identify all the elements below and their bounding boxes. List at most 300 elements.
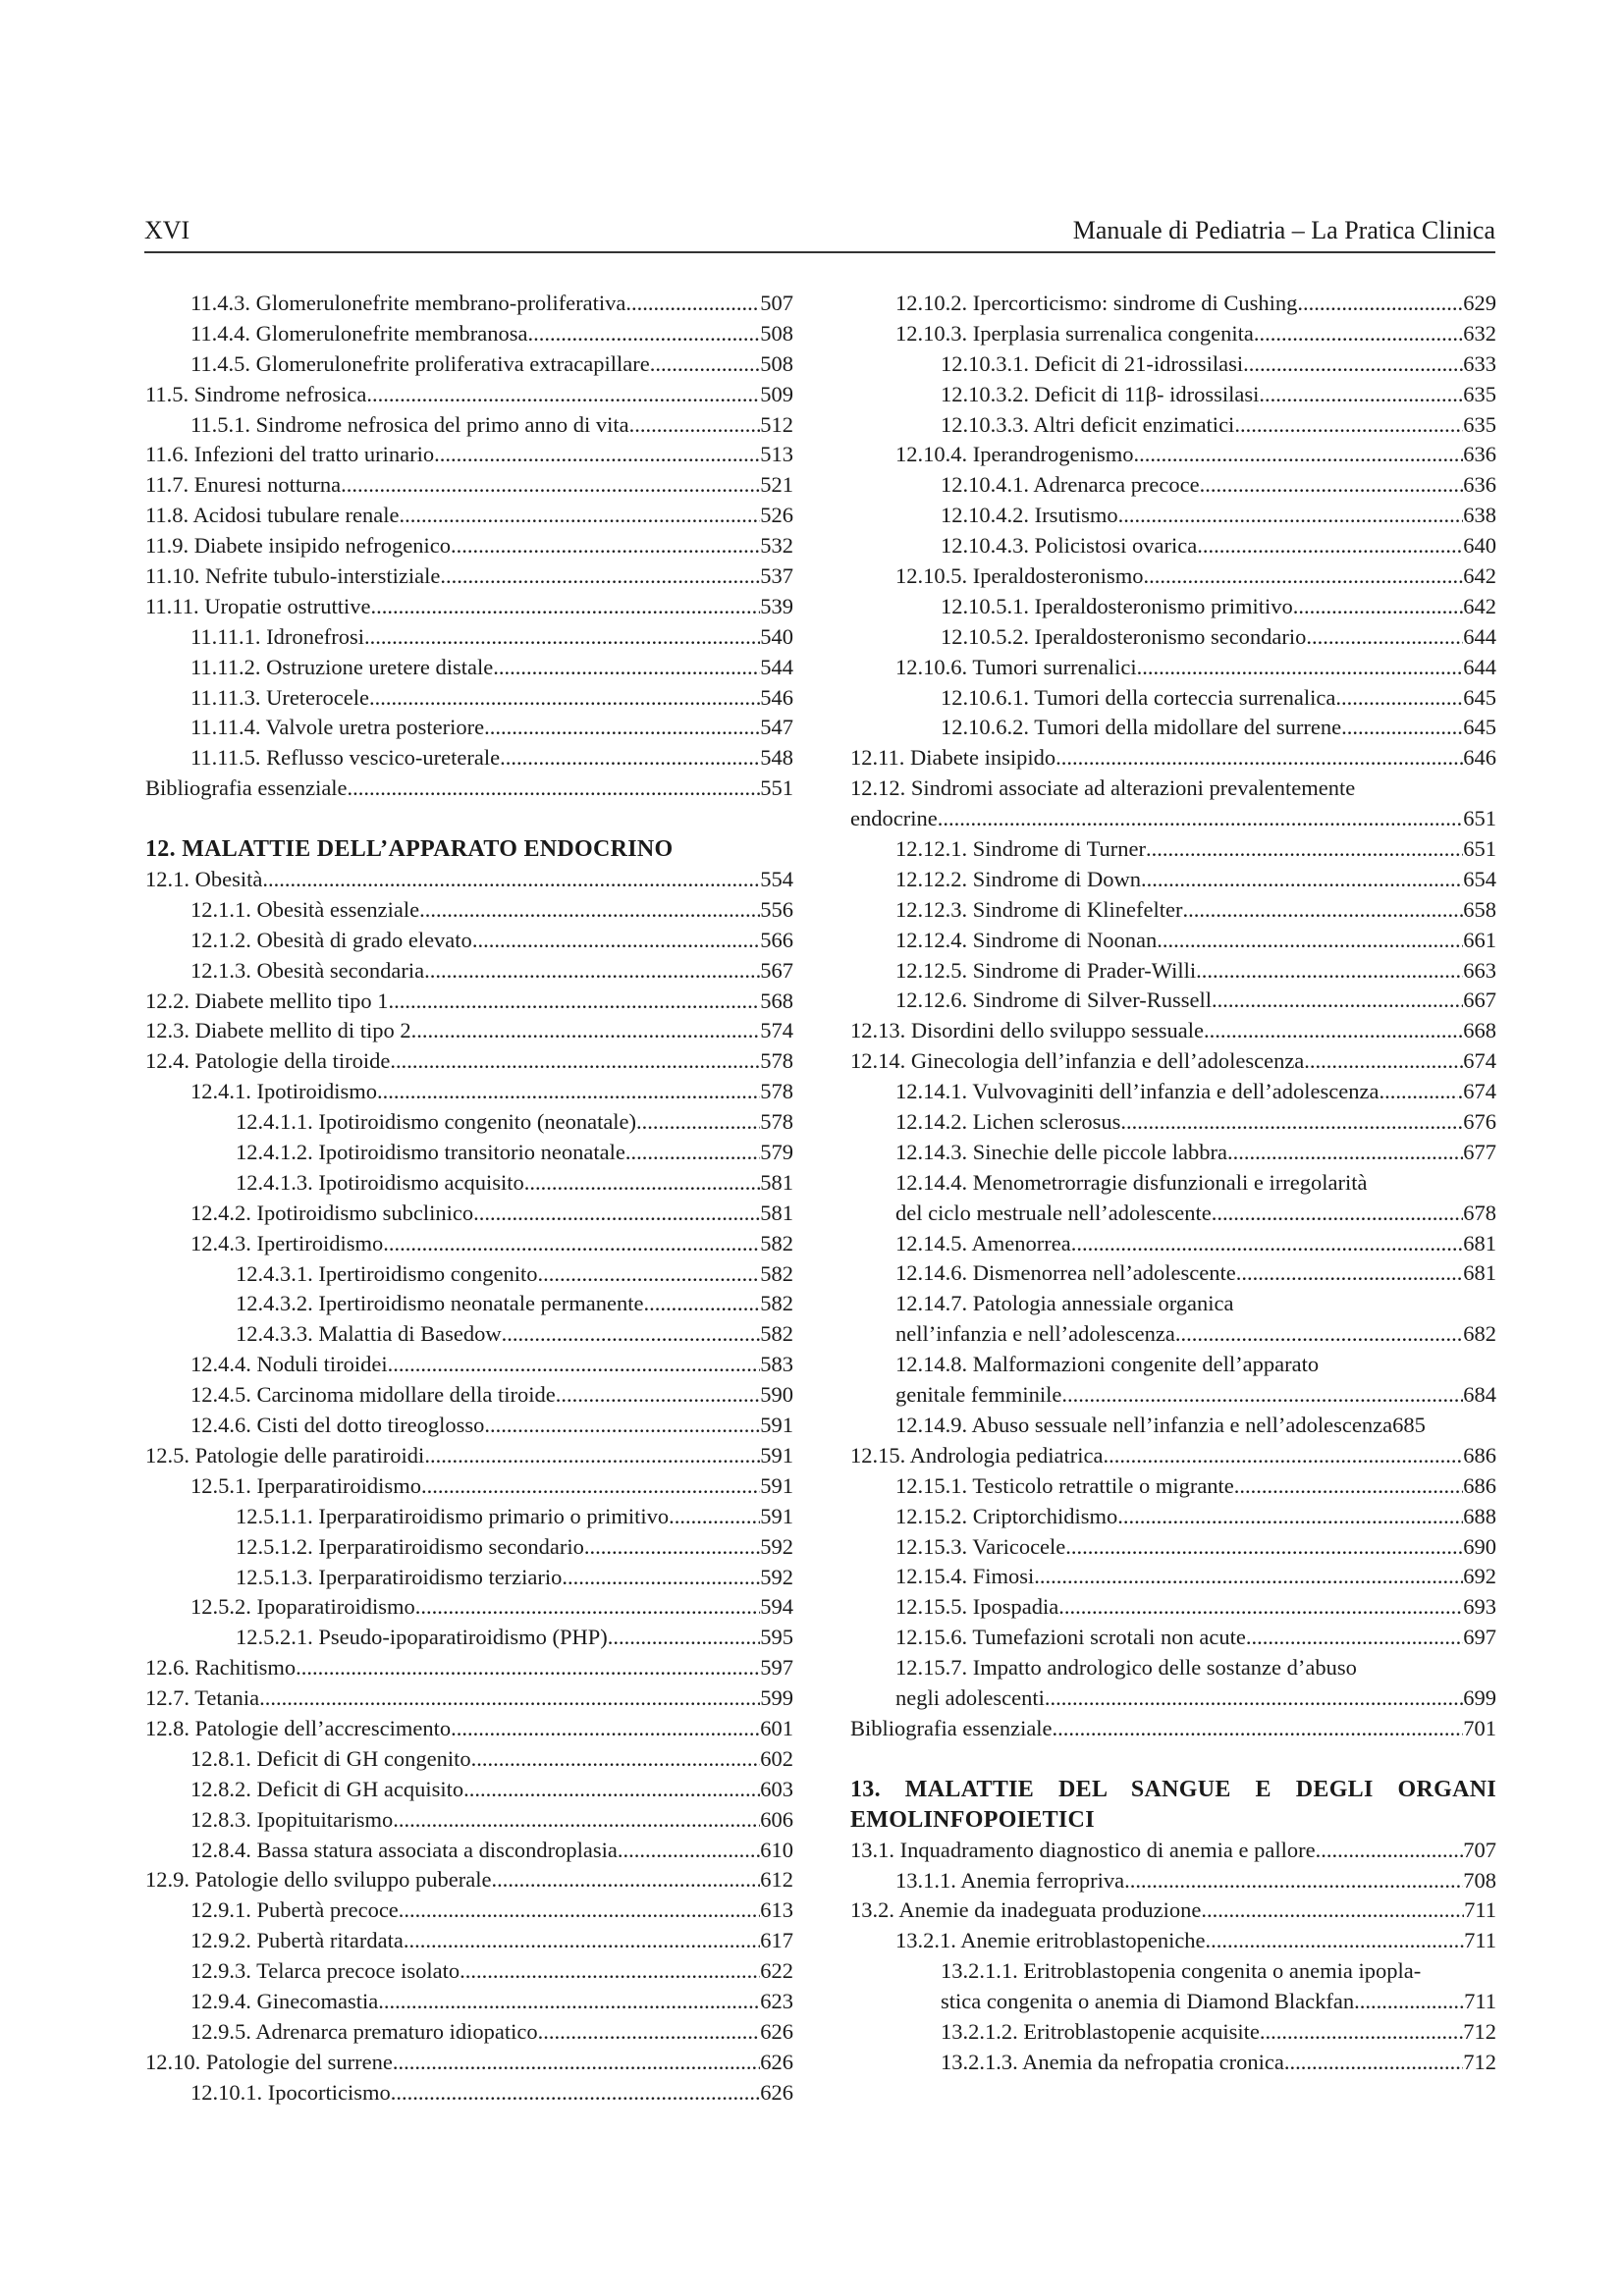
toc-entry-text: 12.5.2.1. Pseudo-ipoparatiroidismo (PHP): [236, 1625, 608, 1650]
toc-list: [850, 1441, 1496, 1653]
toc-entry: [145, 289, 793, 319]
toc-page-number: 678: [1463, 1200, 1496, 1225]
toc-page-number: 540: [760, 623, 793, 649]
toc-page-number: 567: [760, 957, 793, 983]
toc-page-number: 685: [1392, 1412, 1426, 1437]
toc-entry: [145, 1138, 793, 1168]
toc-page-number: 602: [760, 1745, 793, 1771]
toc-entry-text: 11.11. Uropatie ostruttive: [145, 593, 371, 618]
toc-entry-text: 12.12. Sindromi associate ad alterazioni prevalentemente: [850, 775, 1356, 801]
toc-entry: [145, 865, 793, 895]
toc-entry-text: 12.1. Obesità: [145, 867, 263, 892]
toc-entry-text: 11.5.1. Sindrome nefrosica del primo anno di vita: [190, 411, 629, 437]
toc-entry-text: 12.8. Patologie dell’accrescimento: [145, 1715, 452, 1740]
toc-page-number: 686: [1463, 1442, 1496, 1468]
toc-entry: [850, 622, 1496, 653]
toc-entry: [145, 1865, 793, 1896]
toc-page-number: 688: [1463, 1503, 1496, 1528]
toc-entry-text: 11.11.4. Valvole uretra posteriore: [190, 715, 485, 740]
toc-entry: [850, 1836, 1496, 1866]
toc-page-number: 513: [760, 442, 793, 467]
toc-page-number: 636: [1463, 472, 1496, 498]
toc-entry: [850, 804, 1496, 834]
toc-page-number: 578: [760, 1048, 793, 1074]
chapter-13-title-line: 13. MALATTIE DEL SANGUE E DEGLI ORGANI: [850, 1776, 1496, 1802]
toc-entry-text: 12.9.4. Ginecomastia: [190, 1988, 379, 2013]
toc-entry: [145, 1046, 793, 1077]
toc-entry-text: 12.5.2. Ipoparatiroidismo: [190, 1594, 415, 1620]
toc-entry: [850, 956, 1496, 987]
toc-entry-text: genitale femminile: [895, 1382, 1062, 1408]
toc-page-number: 583: [760, 1352, 793, 1377]
toc-entry-text: 12.15. Andrologia pediatrica: [850, 1442, 1104, 1468]
toc-entry: [850, 440, 1496, 470]
toc-entry: [850, 986, 1496, 1016]
toc-entry: [145, 349, 793, 380]
toc-page-number: 693: [1463, 1594, 1496, 1620]
toc-entry-text: Bibliografia essenziale: [850, 1715, 1053, 1740]
toc-page-number: 667: [1463, 988, 1496, 1013]
toc-entry: [850, 1471, 1496, 1502]
toc-entry: [850, 470, 1496, 501]
chapter-13-title: [850, 1775, 1496, 1836]
toc-entry-text: 12.13. Disordini dello sviluppo sessuale: [850, 1018, 1204, 1043]
toc-page-number: 640: [1463, 533, 1496, 559]
toc-page-number: 642: [1463, 593, 1496, 618]
toc-entry: [145, 1987, 793, 2017]
toc-entry: [145, 1653, 793, 1683]
toc-entry-text: 12.1.3. Obesità secondaria: [190, 957, 425, 983]
toc-page-number: 591: [760, 1472, 793, 1498]
right-column: [850, 289, 1496, 2078]
toc-page-number: 699: [1463, 1684, 1496, 1710]
toc-page-number: 626: [760, 2049, 793, 2074]
left-column: [145, 289, 793, 2109]
toc-entry-text: 12.6. Rachitismo: [145, 1655, 297, 1681]
toc-entry-text: 12.10.5.2. Iperaldosteronismo secondario: [941, 623, 1307, 649]
toc-entry: [850, 1319, 1496, 1350]
toc-page-number: 551: [760, 775, 793, 801]
toc-page-number: 578: [760, 1079, 793, 1104]
toc-entry: [145, 1168, 793, 1199]
toc-page-number: 603: [760, 1776, 793, 1801]
toc-page-number: 579: [760, 1140, 793, 1165]
toc-entry-text: 11.11.3. Ureterocele: [190, 684, 369, 710]
toc-entry: [850, 1926, 1496, 1956]
toc-entry-text: 12.14.3. Sinechie delle piccole labbra: [895, 1139, 1228, 1164]
toc-entry-text: 12.4. Patologie della tiroide: [145, 1048, 391, 1074]
toc-entry: [850, 1380, 1496, 1411]
toc-entry: [850, 1016, 1496, 1046]
toc-entry-text: 12.10.3.1. Deficit di 21-idrossilasi: [941, 350, 1244, 376]
toc-entry-text: 12.12.6. Sindrome di Silver-Russell: [895, 988, 1213, 1013]
toc-page-number: 661: [1463, 927, 1496, 952]
toc-page-number: 638: [1463, 503, 1496, 528]
toc-entry: [145, 592, 793, 622]
toc-entry: [145, 319, 793, 349]
toc-page-number: 610: [760, 1837, 793, 1862]
toc-page-number: 568: [760, 988, 793, 1013]
toc-entry: [850, 1987, 1496, 2017]
toc-entry: [145, 1350, 793, 1380]
toc-entry-text: 12.8.3. Ipopituitarismo: [190, 1806, 394, 1832]
toc-entry: [850, 1623, 1496, 1653]
toc-page-number: 597: [760, 1655, 793, 1681]
toc-entry-text: 12.9.2. Pubertà ritardata: [190, 1928, 404, 1953]
toc-entry-text: 13.2.1. Anemie eritroblastopeniche: [895, 1928, 1206, 1953]
toc-entry-text: 12.4.1.1. Ipotiroidismo congenito (neonatale): [236, 1109, 637, 1135]
toc-entry-text: 12.14.7. Patologia annessiale organica: [895, 1291, 1234, 1316]
toc-page-number: 507: [760, 290, 793, 315]
toc-entry-text: 12.15.4. Fimosi: [895, 1564, 1035, 1589]
toc-page-number: 590: [760, 1382, 793, 1408]
toc-entry-text: 12.10.3. Iperplasia surrenalica congenita: [895, 320, 1254, 346]
toc-entry: [850, 1896, 1496, 1926]
toc-entry: [850, 1532, 1496, 1563]
toc-entry: [145, 1563, 793, 1593]
toc-entry-text: 11.8. Acidosi tubulare renale: [145, 503, 400, 528]
toc-entry: [145, 1714, 793, 1744]
toc-entry: [850, 743, 1496, 774]
toc-entry-text: 12.15.5. Ipospadia: [895, 1594, 1059, 1620]
toc-entry-text: 12.10.5.1. Iperaldosteronismo primitivo: [941, 593, 1293, 618]
toc-page-number: 554: [760, 867, 793, 892]
toc-entry: [145, 1623, 793, 1653]
toc-entry: [145, 683, 793, 714]
toc-entry-text: 12.4.1.3. Ipotiroidismo acquisito: [236, 1169, 524, 1195]
toc-entry: [850, 713, 1496, 743]
toc-entry-text: 12.10.6.2. Tumori della midollare del surrene: [941, 715, 1342, 740]
toc-entry-text: 12.4.3.2. Ipertiroidismo neonatale permanente: [236, 1291, 644, 1316]
toc-page-number: 592: [760, 1564, 793, 1589]
toc-entry-text: 12.2. Diabete mellito tipo 1: [145, 988, 389, 1013]
toc-page-number: 712: [1463, 2049, 1496, 2074]
toc-page-number: 684: [1463, 1382, 1496, 1408]
toc-entry-text: 12.10.1. Ipocorticismo: [190, 2079, 391, 2105]
toc-page-number: 601: [760, 1715, 793, 1740]
toc-entry-text: 12.5.1. Iperparatiroidismo: [190, 1472, 421, 1498]
toc-entry: [145, 926, 793, 956]
toc-page-number: 690: [1463, 1533, 1496, 1559]
toc-entry: [850, 1411, 1496, 1441]
toc-entry-text: 11.4.5. Glomerulonefrite proliferativa extracapillare: [190, 350, 650, 376]
toc-page-number: 509: [760, 381, 793, 406]
toc-entry-text: 12.10.3.2. Deficit di 11β- idrossilasi: [941, 381, 1260, 406]
toc-entry: [145, 561, 793, 592]
toc-entry: [145, 1229, 793, 1259]
toc-page-number: 574: [760, 1018, 793, 1043]
toc-page-number: 613: [760, 1897, 793, 1923]
toc-entry: [850, 410, 1496, 441]
toc-entry-text: 12.14.5. Amenorrea: [895, 1230, 1071, 1255]
toc-entry-text: 12.15.3. Varicocele: [895, 1533, 1066, 1559]
toc-entry-text: 12.10.6. Tumori surrenalici: [895, 654, 1137, 679]
toc-page-number: 668: [1463, 1018, 1496, 1043]
toc-entry: [850, 1138, 1496, 1168]
toc-page-number: 681: [1463, 1230, 1496, 1255]
toc-entry: [145, 622, 793, 653]
toc-entry: [850, 653, 1496, 683]
toc-page-number: 658: [1463, 896, 1496, 922]
toc-page-number: 711: [1464, 1989, 1496, 2014]
toc-entry: [145, 1683, 793, 1714]
toc-entry-text: 12.4.4. Noduli tiroidei: [190, 1352, 388, 1377]
toc-entry: [145, 1077, 793, 1107]
toc-entry: [850, 1866, 1496, 1896]
toc-entry: [145, 774, 793, 804]
toc-entry-text: 12.15.7. Impatto andrologico delle sostanze d’abuso: [895, 1655, 1357, 1681]
toc-page-number: 582: [760, 1230, 793, 1255]
toc-page-number: 674: [1463, 1048, 1496, 1074]
toc-page-number: 606: [760, 1806, 793, 1832]
toc-entry-text: 12.14.8. Malformazioni congenite dell’apparato: [895, 1352, 1320, 1377]
toc-page-number: 632: [1463, 320, 1496, 346]
toc-entry: [850, 289, 1496, 319]
toc-entry: [145, 2048, 793, 2078]
toc-entry-text: 11.11.1. Idronefrosi: [190, 623, 365, 649]
toc-entry-text: nell’infanzia e nell’adolescenza: [895, 1321, 1175, 1347]
toc-entry: [850, 2017, 1496, 2048]
toc-page-number: 692: [1463, 1564, 1496, 1589]
toc-entry-text: 12.9.5. Adrenarca prematuro idiopatico: [190, 2018, 538, 2044]
toc-page-number: 642: [1463, 563, 1496, 588]
toc-page-number: 544: [760, 654, 793, 679]
toc-entry-text: 12.1.1. Obesità essenziale: [190, 896, 420, 922]
toc-entry-text: 12.5.1.1. Iperparatiroidismo primario o primitivo: [236, 1503, 670, 1528]
toc-entry: [145, 743, 793, 774]
toc-entry-text: 12.4.6. Cisti del dotto tireoglosso: [190, 1413, 485, 1438]
toc-entry-text: 11.4.4. Glomerulonefrite membranosa: [190, 320, 528, 346]
toc-entry-text: 13.1.1. Anemia ferropriva: [895, 1867, 1125, 1893]
toc-page-number: 697: [1463, 1625, 1496, 1650]
toc-page-number: 651: [1463, 806, 1496, 831]
toc-entry-text: 12.4.5. Carcinoma midollare della tiroide: [190, 1382, 556, 1408]
toc-list: [850, 2017, 1496, 2078]
toc-page-number: 547: [760, 715, 793, 740]
toc-entry-text: 12.10. Patologie del surrene: [145, 2049, 393, 2074]
toc-entry: [850, 501, 1496, 531]
toc-entry-text: 12.4.1.2. Ipotiroidismo transitorio neonatale: [236, 1140, 625, 1165]
toc-page-number: 711: [1464, 1897, 1496, 1923]
toc-entry: [850, 1502, 1496, 1532]
toc-entry: [145, 1805, 793, 1836]
toc-entry-text: 12.9.1. Pubertà precoce: [190, 1897, 399, 1923]
toc-entry-text: 12.8.1. Deficit di GH congenito: [190, 1745, 471, 1771]
toc-entry-text: endocrine: [850, 806, 938, 831]
toc-page-number: 626: [760, 2018, 793, 2044]
toc-entry-text: 11.5. Sindrome nefrosica: [145, 381, 367, 406]
toc-entry-text: 13.2. Anemie da inadeguata produzione: [850, 1897, 1202, 1923]
toc-page-number: 582: [760, 1321, 793, 1347]
toc-entry: [145, 1107, 793, 1138]
toc-page-number: 676: [1463, 1109, 1496, 1135]
toc-page-number: 508: [760, 350, 793, 376]
toc-entry: [145, 2017, 793, 2048]
toc-entry: [145, 1319, 793, 1350]
toc-page-number: 546: [760, 684, 793, 710]
page-number: XVI: [144, 216, 190, 244]
toc-entry-text: 12.10.4. Iperandrogenismo: [895, 442, 1134, 467]
toc-entry-text: 13.2.1.1. Eritroblastopenia congenita o anemia ipopla-: [941, 1958, 1422, 1984]
toc-entry-text: 12.12.4. Sindrome di Noonan: [895, 927, 1158, 952]
toc-entry-text: 12.15.2. Criptorchidismo: [895, 1503, 1118, 1528]
toc-entry-text: 12.5.1.2. Iperparatiroidismo secondario: [236, 1533, 584, 1559]
toc-entry: [145, 1411, 793, 1441]
toc-entry-text: 11.10. Nefrite tubulo-interstiziale: [145, 563, 441, 588]
toc-entry: [145, 1380, 793, 1411]
toc-page-number: 532: [760, 533, 793, 559]
toc-entry-text: 12.10.3.3. Altri deficit enzimatici: [941, 411, 1235, 437]
toc-entry-text: 12.10.4.1. Adrenarca precoce: [941, 472, 1200, 498]
toc-entry-text: 12.12.2. Sindrome di Down: [895, 866, 1141, 891]
toc-entry-text: 12.14.1. Vulvovaginiti dell’infanzia e dell’adolescenza: [895, 1079, 1380, 1104]
toc-entry: [145, 410, 793, 441]
toc-entry-text: 12.1.2. Obesità di grado elevato: [190, 927, 472, 952]
toc-entry: [145, 380, 793, 410]
toc-entry-text: 12.15.1. Testicolo retrattile o migrante: [895, 1472, 1234, 1498]
toc-entry: [850, 926, 1496, 956]
toc-entry: [850, 1683, 1496, 1714]
toc-entry-text: 12.4.3. Ipertiroidismo: [190, 1230, 384, 1255]
toc-list: [850, 1229, 1496, 1290]
toc-entry-text: 12.4.2. Ipotiroidismo subclinico: [190, 1200, 474, 1225]
toc-entry-text: 12.4.3.1. Ipertiroidismo congenito: [236, 1260, 538, 1286]
toc-entry-text: negli adolescenti: [895, 1684, 1045, 1710]
toc-entry-text: 12.5. Patologie delle paratiroidi: [145, 1442, 425, 1468]
toc-entry-text: 12.14.6. Dismenorrea nell’adolescente: [895, 1260, 1236, 1286]
toc-page-number: 701: [1463, 1715, 1496, 1740]
toc-entry-text: 12.12.1. Sindrome di Turner: [895, 836, 1147, 862]
toc-page-number: 681: [1463, 1260, 1496, 1286]
toc-entry: [145, 1775, 793, 1805]
toc-entry-text: 12.12.3. Sindrome di Klinefelter: [895, 896, 1183, 922]
toc-entry: [145, 1259, 793, 1290]
toc-entry-text: 12.10.5. Iperaldosteronismo: [895, 563, 1144, 588]
toc-list: [850, 834, 1496, 1168]
toc-page-number: 521: [760, 472, 793, 498]
toc-entry-text: 12.14.4. Menometrorragie disfunzionali e irregolarità: [895, 1169, 1368, 1195]
toc-entry-text: 12.14. Ginecologia dell’infanzia e dell’adolescenza: [850, 1048, 1305, 1074]
toc-page-number: 712: [1463, 2018, 1496, 2044]
toc-page-number: 591: [760, 1442, 793, 1468]
toc-entry: [145, 1290, 793, 1320]
toc-page-number: 508: [760, 320, 793, 346]
toc-list: [145, 289, 793, 804]
toc-entry-text: 12.8.4. Bassa statura associata a discondroplasia: [190, 1837, 618, 1862]
toc-entry-text: 12.8.2. Deficit di GH acquisito: [190, 1776, 464, 1801]
toc-page-number: 626: [760, 2079, 793, 2105]
toc-page-number: 617: [760, 1928, 793, 1953]
toc-entry-text: 12.12.5. Sindrome di Prader-Willi: [895, 957, 1197, 983]
toc-entry: [850, 865, 1496, 895]
toc-entry-text: 11.4.3. Glomerulonefrite membrano-proliferativa: [190, 290, 626, 315]
toc-entry-text: stica congenita o anemia di Diamond Blackfan: [941, 1989, 1355, 2014]
toc-entry-text: 11.11.5. Reflusso vescico-ureterale: [190, 745, 501, 771]
toc-entry: [145, 956, 793, 987]
toc-page-number: 636: [1463, 442, 1496, 467]
toc-entry: [145, 987, 793, 1017]
toc-entry-text: 13.1. Inquadramento diagnostico di anemia e pallore: [850, 1837, 1316, 1862]
toc-entry-text: Bibliografia essenziale: [145, 775, 348, 801]
toc-entry: [145, 1592, 793, 1623]
toc-entry-text: del ciclo mestruale nell’adolescente: [895, 1200, 1212, 1225]
toc-entry: [145, 895, 793, 926]
toc-page-number: 612: [760, 1867, 793, 1893]
toc-entry: [145, 1441, 793, 1471]
toc-page-number: 581: [760, 1200, 793, 1225]
page-header: [144, 212, 1495, 253]
toc-entry: [145, 1896, 793, 1926]
toc-entry-text: 12.7. Tetania: [145, 1685, 260, 1711]
toc-page-number: 591: [760, 1413, 793, 1438]
toc-entry-text: 12.14.2. Lichen sclerosus: [895, 1109, 1121, 1135]
toc-page-number: 582: [760, 1291, 793, 1316]
toc-entry-text: 12.10.2. Ipercorticismo: sindrome di Cushing: [895, 290, 1298, 315]
toc-entry-text: 12.9.3. Telarca precoce isolato: [190, 1958, 460, 1984]
toc-page-number: 599: [760, 1685, 793, 1711]
toc-page-number: 644: [1463, 654, 1496, 679]
toc-entry: [850, 319, 1496, 349]
toc-entry: [850, 380, 1496, 410]
toc-entry: [850, 1046, 1496, 1077]
toc-entry: [850, 1562, 1496, 1592]
toc-entry: [850, 592, 1496, 622]
toc-entry: [145, 1926, 793, 1956]
toc-entry: [145, 501, 793, 531]
toc-entry-text: 11.6. Infezioni del tratto urinario: [145, 442, 435, 467]
toc-entry-text: 12.4.1. Ipotiroidismo: [190, 1079, 377, 1104]
toc-entry-text: 12.15.6. Tumefazioni scrotali non acute: [895, 1625, 1246, 1650]
toc-page-number: .674: [1457, 1079, 1496, 1104]
toc-entry: [850, 561, 1496, 592]
toc-entry: [145, 470, 793, 501]
toc-entry-text: 12.4.3.3. Malattia di Basedow: [236, 1321, 502, 1347]
toc-entry: [850, 895, 1496, 926]
toc-page-number: 708: [1463, 1867, 1496, 1893]
toc-entry: [145, 1199, 793, 1229]
toc-page-number: 645: [1463, 715, 1496, 740]
toc-page-number: 686: [1463, 1472, 1496, 1498]
toc-entry: [145, 1016, 793, 1046]
toc-page-number: 548: [760, 745, 793, 771]
toc-page-number: 654: [1463, 866, 1496, 891]
toc-page-number: 526: [760, 503, 793, 528]
toc-page-number: 594: [760, 1594, 793, 1620]
toc-page-number: 646: [1463, 745, 1496, 771]
toc-page-number: 582: [760, 1260, 793, 1286]
toc-entry-text: 12.5.1.3. Iperparatiroidismo terziario: [236, 1564, 563, 1589]
toc-entry: [850, 349, 1496, 380]
toc-entry: [145, 653, 793, 683]
toc-list: [850, 289, 1496, 774]
toc-entry: [850, 1229, 1496, 1259]
toc-entry-text: 11.9. Diabete insipido nefrogenico: [145, 533, 451, 559]
toc-entry-text: 11.7. Enuresi notturna: [145, 472, 342, 498]
toc-page-number: 635: [1463, 411, 1496, 437]
toc-entry-text: 12.14.9. Abuso sessuale nell’infanzia e nell’adolescenza: [895, 1412, 1393, 1437]
toc-entry-text: 12.10.4.2. Irsutismo: [941, 503, 1118, 528]
toc-list: [850, 1836, 1496, 1957]
toc-entry: [850, 1199, 1496, 1229]
toc-entry: [145, 1532, 793, 1563]
toc-entry: [145, 440, 793, 470]
chapter-13-title-line: EMOLINFOPOIETICI: [850, 1806, 1095, 1833]
toc-page-number: 566: [760, 927, 793, 952]
toc-page-number: 595: [760, 1625, 793, 1650]
toc-entry-text: 13.2.1.3. Anemia da nefropatia cronica: [941, 2049, 1284, 2074]
toc-page-number: 622: [760, 1958, 793, 1984]
toc-entry: [850, 1077, 1496, 1107]
